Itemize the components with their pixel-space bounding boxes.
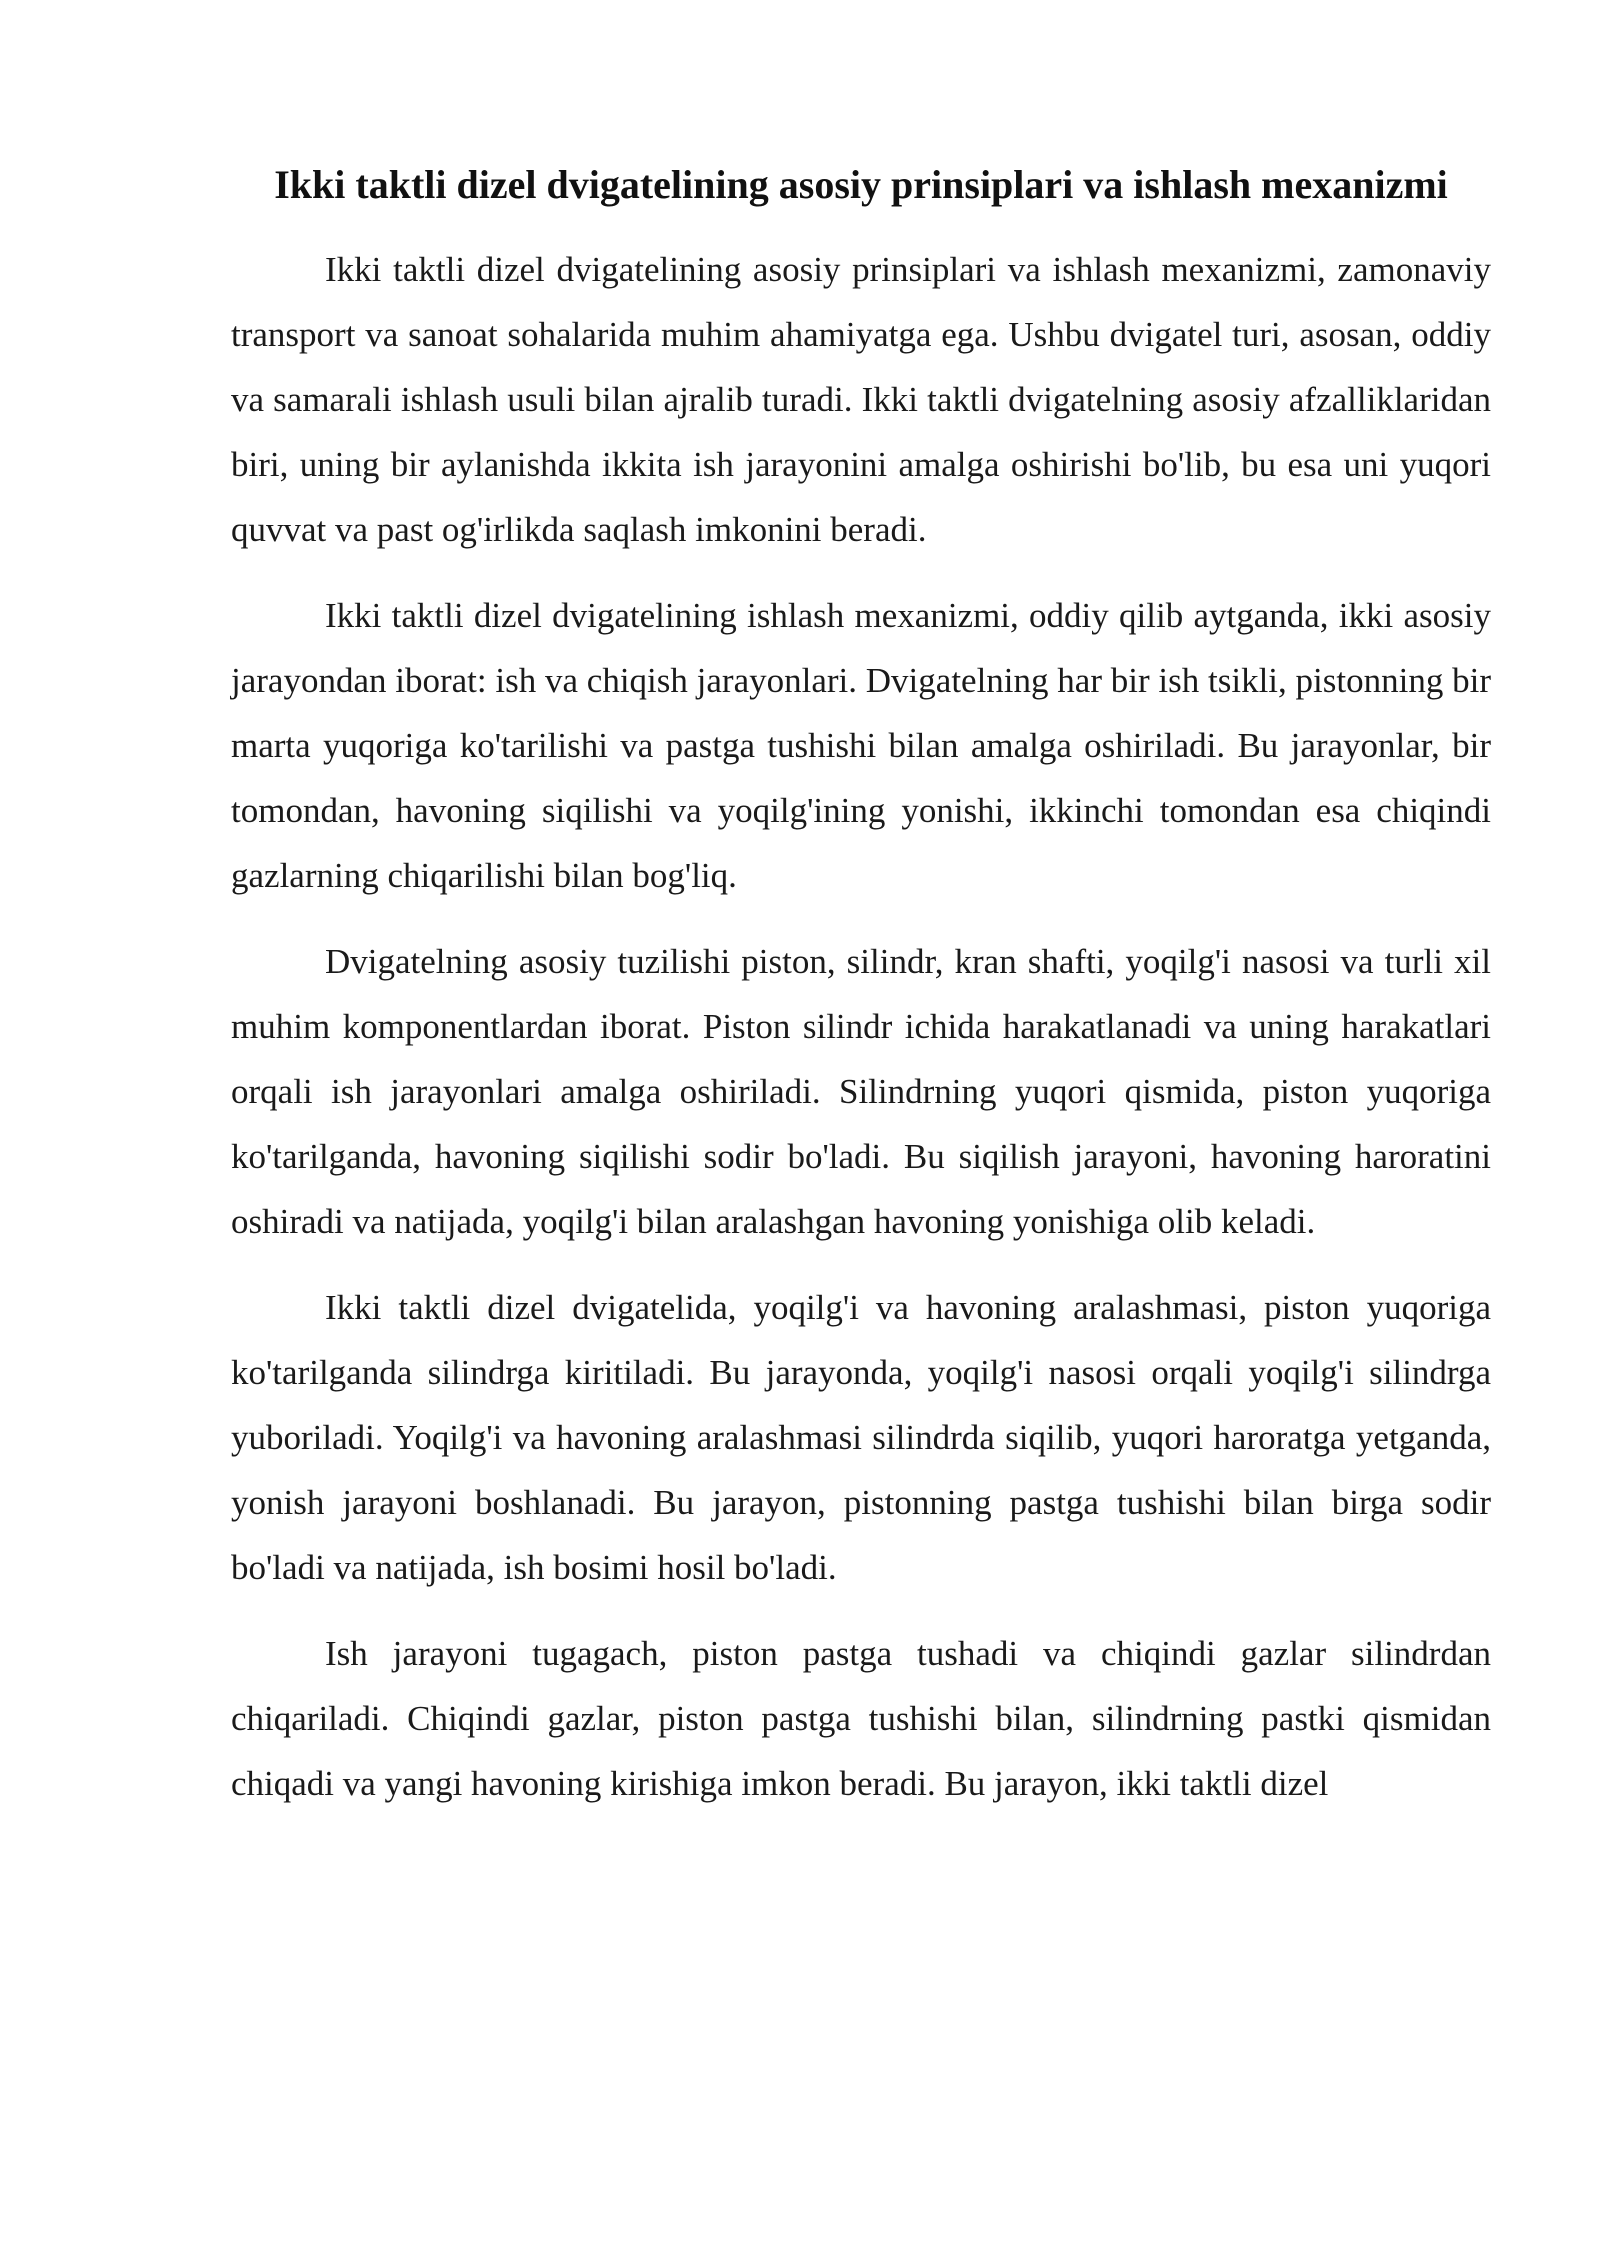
paragraph-3: Dvigatelning asosiy tuzilishi piston, silindr, kran shafti, yoqilg'i nasosi va turli xil muhim komponentlardan iborat. Piston silindr ichida harakatlanadi va uning harakatlari orqali ish jarayonlari amalga oshiriladi. Silindrning yuqori qismida, piston yuqoriga ko'tarilganda, havoning siqilishi sodir bo'ladi. Bu siqilish jarayoni, havoning haroratini oshiradi va natijada, yoqilg'i bilan aralashgan havoning yonishiga olib keladi. xyxy=(231,942,1491,1241)
paragraph-5: Ish jarayoni tugagach, piston pastga tushadi va chiqindi gazlar silindrdan chiqariladi. Chiqindi gazlar, piston pastga tushishi bilan, silindrning pastki qismidan chiqadi va yangi havoning kirishiga imkon beradi. Bu jarayon, ikki taktli dizel xyxy=(231,1634,1491,1803)
paragraph-2: Ikki taktli dizel dvigatelining ishlash mexanizmi, oddiy qilib aytganda, ikki asosiy jarayondan iborat: ish va chiqish jarayonlari. Dvigatelning har bir ish tsikli, pistonning bir marta yuqoriga ko'tarilishi va pastga tushishi bilan amalga oshiriladi. Bu jarayonlar, bir tomondan, havoning siqilishi va yoqilg'ining yonishi, ikkinchi tomondan esa chiqindi gazlarning chiqarilishi bilan bog'liq. xyxy=(231,596,1491,895)
document-page xyxy=(231,148,1491,1837)
document-title: Ikki taktli dizel dvigatelining asosiy prinsiplari va ishlash mexanizmi xyxy=(274,162,1448,207)
paragraph-4: Ikki taktli dizel dvigatelida, yoqilg'i va havoning aralashmasi, piston yuqoriga ko'tarilganda silindrga kiritiladi. Bu jarayonda, yoqilg'i nasosi orqali yoqilg'i silindrga yuboriladi. Yoqilg'i va havoning aralashmasi silindrda siqilib, yuqori haroratga yetganda, yonish jarayoni boshlanadi. Bu jarayon, pistonning pastga tushishi bilan birga sodir bo'ladi va natijada, ish bosimi hosil bo'ladi. xyxy=(231,1288,1491,1587)
paragraph-1: Ikki taktli dizel dvigatelining asosiy prinsiplari va ishlash mexanizmi, zamonaviy transport va sanoat sohalarida muhim ahamiyatga ega. Ushbu dvigatel turi, asosan, oddiy va samarali ishlash usuli bilan ajralib turadi. Ikki taktli dvigatelning asosiy afzalliklaridan biri, uning bir aylanishda ikkita ish jarayonini amalga oshirishi bo'lib, bu esa uni yuqori quvvat va past og'irlikda saqlash imkonini beradi. xyxy=(231,250,1491,549)
